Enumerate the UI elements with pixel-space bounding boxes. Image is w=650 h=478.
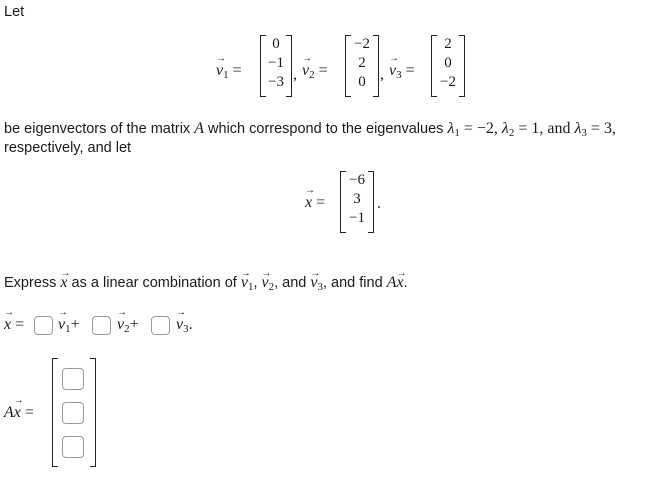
period: . xyxy=(377,195,381,212)
x-matrix xyxy=(340,171,374,233)
ax-entry-3-input[interactable] xyxy=(62,436,84,458)
v3-entry-1: 2 xyxy=(444,36,452,52)
question-text: Express → x as a linear combination of → $v_1$, → $v_2$, and → $v_3$, and find A→ x. xyxy=(4,273,408,297)
v3-entry-2: 0 xyxy=(444,55,452,71)
term-v2: → $v_2+$ xyxy=(117,316,139,335)
x-label: → x = xyxy=(305,194,325,212)
x-entry-3: −1 xyxy=(349,210,365,226)
v3-entry-3: −2 xyxy=(440,74,456,90)
comma: , xyxy=(293,66,297,83)
intro-text: Let xyxy=(4,4,25,20)
answer-ax-label: A→ x = xyxy=(4,404,34,422)
coef-3-input[interactable] xyxy=(151,316,170,335)
equals-sign: = xyxy=(15,316,25,333)
comma: , xyxy=(380,66,384,83)
v1-matrix xyxy=(260,35,292,97)
v2-matrix xyxy=(345,35,379,97)
v1-entry-3: −3 xyxy=(268,74,284,90)
equals-sign: = xyxy=(318,62,328,79)
coef-1-input[interactable] xyxy=(34,316,53,335)
v1-entry-2: −1 xyxy=(268,55,284,71)
v2-entry-1: −2 xyxy=(354,36,370,52)
v2-label: → $v_2$ = xyxy=(302,62,328,81)
respectively-text: respectively, and let xyxy=(4,140,132,156)
v3-matrix xyxy=(431,35,465,97)
x-entry-1: −6 xyxy=(349,172,365,188)
equals-sign: = xyxy=(232,62,242,79)
v2-entry-3: 0 xyxy=(358,74,366,90)
v2-entry-2: 2 xyxy=(358,55,366,71)
ax-entry-2-input[interactable] xyxy=(62,402,84,424)
equals-sign: = xyxy=(405,62,415,79)
equals-sign: = xyxy=(24,404,34,421)
term-v3: → $v_3$. xyxy=(176,316,193,335)
v3-label: → $v_3$ = xyxy=(389,62,415,81)
v1-label: → $v_1$ = xyxy=(216,62,242,81)
coef-2-input[interactable] xyxy=(92,316,111,335)
answer-x-label: → x = xyxy=(4,316,24,334)
equals-sign: = xyxy=(316,194,326,211)
x-entry-2: 3 xyxy=(353,191,361,207)
ax-entry-1-input[interactable] xyxy=(62,368,84,390)
eigenvalue-paragraph: be eigenvectors of the matrix A which correspond to the eigenvalues $\lambda_1 = -2$, $\lambda_2 = 1$, and $\lambda_3 = 3$, xyxy=(4,120,616,139)
v1-entry-1: 0 xyxy=(272,36,280,52)
term-v1: → $v_1+$ xyxy=(58,316,80,335)
